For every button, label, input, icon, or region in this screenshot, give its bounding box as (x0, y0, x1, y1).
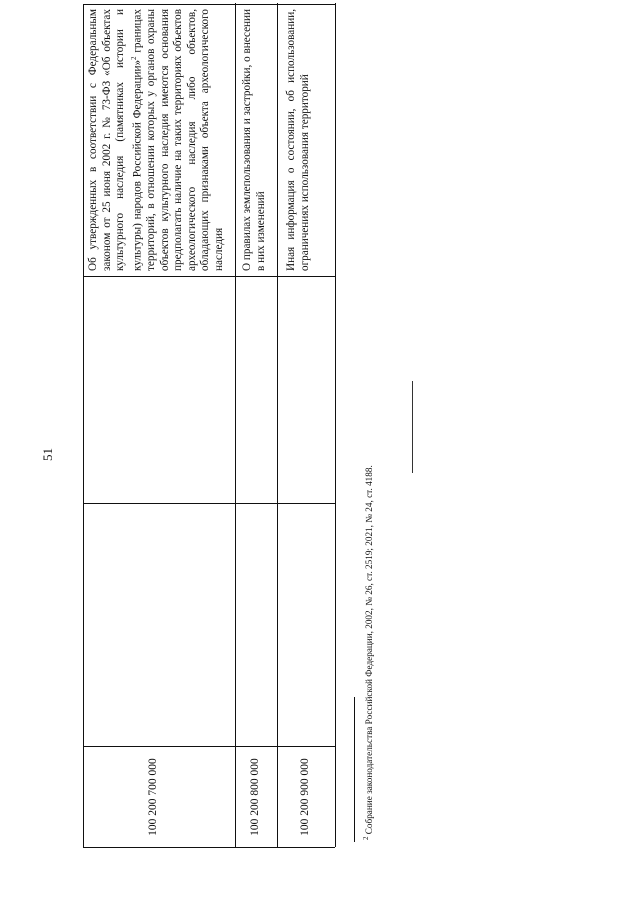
separator-line (412, 381, 413, 473)
column-divider (84, 276, 336, 277)
row-divider (335, 3, 336, 847)
column-divider (84, 503, 336, 504)
row-description-text: О правилах землепользования и застройки, о внесении в них изменений (241, 8, 267, 271)
row-description (241, 9, 268, 271)
row-code: 100 200 900 000 (299, 758, 311, 836)
data-table (83, 4, 335, 848)
row-description-text-rest: границах территорий, в отношении которых у органов охраны объектов культурного наследия имеются основания предполагать наличие на таких территориях объектов археологического наследия либо объектов, обладающих признаками объекта археологического наследия (131, 9, 226, 271)
row-code: 100 200 800 000 (249, 758, 261, 836)
row-code: 100 200 700 000 (147, 758, 159, 836)
footnote (362, 465, 374, 840)
row-divider (235, 3, 236, 847)
page-number: 51 (40, 448, 55, 461)
row-description-text: Иная информация о состоянии, об использовании, ограничениях использования территорий (285, 9, 311, 271)
row-description (285, 9, 312, 271)
row-description-text: Об утвержденных в соответствии с Федеральным законом от 25 июня 2002 г. № 73-ФЗ «Об объектах культурного наследия (памятниках истории и культуры) народов Российской Федерации» (87, 9, 144, 271)
footnote-text: Собрание законодательства Российской Федерации, 2002, № 26, ст. 2519; 2021, № 24, ст. 4188. (364, 465, 375, 837)
footnote-reference: 2 (129, 56, 138, 60)
row-divider (277, 3, 278, 847)
row-description (87, 9, 227, 271)
footnote-separator (354, 697, 355, 842)
footnote-mark: 2 (362, 836, 370, 840)
